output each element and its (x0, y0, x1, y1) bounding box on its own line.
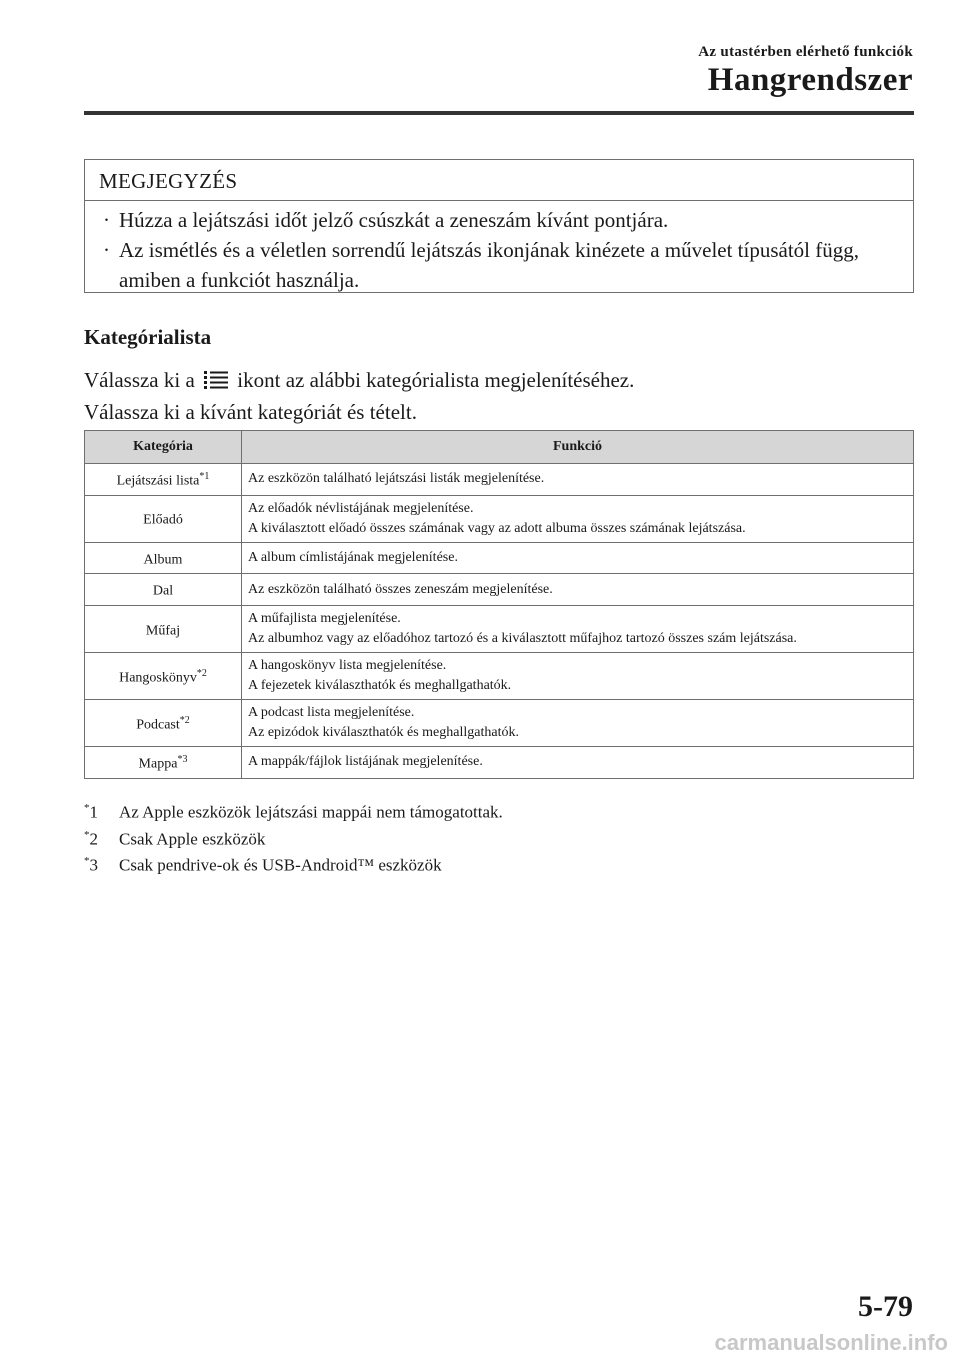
footnote-asterisk: * (84, 802, 90, 814)
list-icon (204, 370, 228, 390)
table-row (85, 464, 914, 496)
table-body (85, 464, 914, 779)
note-item (85, 235, 913, 295)
category-table (84, 430, 914, 779)
footnote-marker (84, 797, 119, 824)
table-row (85, 699, 914, 746)
category-label: Dal (152, 583, 174, 599)
footnote-item (84, 824, 503, 851)
table-row (85, 574, 914, 606)
category-label: Előadó (143, 512, 183, 528)
footnote-mark: *1 (199, 471, 210, 482)
footnote-item (84, 797, 503, 824)
footnote-number: 3 (89, 855, 98, 875)
note-item-text: Az ismétlés és a véletlen sorrendű lejátszás ikonjának kinézete a művelet típusától függ, amiben a funkciót használja. (119, 238, 860, 292)
category-label: Hangoskönyv (119, 670, 197, 686)
category-label: Műfaj (145, 623, 181, 639)
category-label: Album (143, 552, 183, 568)
table-row (85, 746, 914, 778)
footnote-item (84, 850, 503, 877)
category-cell (85, 605, 242, 652)
intro-line-1 (84, 364, 634, 396)
bullet-icon: · (103, 238, 110, 262)
watermark: carmanualsonline.info (714, 1330, 948, 1355)
function-line: A hangoskönyv lista megjelenítése. (248, 657, 447, 673)
page-title: Hangrendszer (707, 62, 913, 98)
category-cell (85, 699, 242, 746)
table-row (85, 652, 914, 699)
footnote-number: 2 (89, 829, 98, 849)
footnote-marker (84, 824, 119, 851)
function-cell (242, 495, 914, 542)
bullet-icon: · (103, 208, 110, 232)
category-label: Podcast (136, 717, 180, 733)
function-line: Az epizódok kiválaszthatók és meghallgathatók. (248, 724, 519, 740)
footnote-text: Csak pendrive-ok és USB-Android™ eszközök (119, 855, 442, 875)
function-cell (242, 699, 914, 746)
function-cell (242, 464, 914, 496)
page-number: 5-79 (858, 1290, 913, 1323)
function-cell (242, 652, 914, 699)
note-item-text: Húzza a lejátszási időt jelző csúszkát a zeneszám kívánt pontjára. (119, 208, 669, 232)
footnote-mark: *3 (177, 753, 188, 765)
category-cell (85, 652, 242, 699)
note-box (84, 159, 914, 293)
function-line: Az eszközön található lejátszási listák megjelenítése. (248, 471, 545, 487)
category-label: Lejátszási lista (116, 473, 200, 489)
function-line: A podcast lista megjelenítése. (248, 704, 415, 720)
category-cell (85, 542, 242, 574)
column-header: Funkció (242, 431, 914, 464)
category-cell (85, 574, 242, 606)
function-line: A album címlistájának megjelenítése. (248, 549, 458, 565)
footnote-asterisk: * (84, 828, 90, 841)
footnote-text: Csak Apple eszközök (119, 829, 266, 849)
category-cell (85, 495, 242, 542)
footnote-mark: *2 (179, 714, 190, 726)
note-item (85, 205, 913, 235)
footnotes (84, 797, 503, 877)
function-line: Az eszközön található összes zeneszám megjelenítése. (248, 581, 553, 597)
footnote-mark: *2 (196, 667, 207, 679)
note-heading: MEGJEGYZÉS (85, 160, 913, 201)
category-cell (85, 464, 242, 496)
footnote-marker (84, 850, 119, 877)
function-line: A kiválasztott előadó összes számának vagy az adott albuma összes számának lejátszása. (248, 520, 746, 536)
table-row (85, 495, 914, 542)
category-label: Mappa (138, 756, 178, 772)
function-line: Az albumhoz vagy az előadóhoz tartozó és a kiválasztott műfajhoz tartozó összes szám lejátszása. (248, 630, 797, 646)
footnote-text: Az Apple eszközök lejátszási mappái nem támogatottak. (119, 802, 503, 822)
function-line: Az előadók névlistájának megjelenítése. (248, 500, 474, 516)
note-list (85, 201, 913, 295)
table-header-row (85, 431, 914, 464)
column-header: Kategória (85, 431, 242, 464)
section-header: Az utastérben elérhető funkciók (698, 44, 913, 60)
function-line: A műfajlista megjelenítése. (248, 610, 401, 626)
section-title: Kategórialista (84, 325, 212, 349)
category-cell (85, 746, 242, 778)
function-cell (242, 746, 914, 778)
footnote-number: 1 (89, 802, 98, 822)
header-rule (84, 111, 914, 115)
intro-text (84, 364, 634, 428)
function-cell (242, 605, 914, 652)
function-cell (242, 542, 914, 574)
function-line: A fejezetek kiválaszthatók és meghallgathatók. (248, 677, 512, 693)
function-cell (242, 574, 914, 606)
table-row (85, 605, 914, 652)
intro-after-icon: ikont az alábbi kategórialista megjelenítéséhez. (237, 368, 635, 392)
function-line: A mappák/fájlok listájának megjelenítése. (248, 754, 483, 770)
footnote-asterisk: * (84, 855, 90, 868)
intro-line-2: Válassza ki a kívánt kategóriát és tételt. (84, 400, 417, 424)
intro-before-icon: Válassza ki a (84, 368, 195, 392)
table-row (85, 542, 914, 574)
